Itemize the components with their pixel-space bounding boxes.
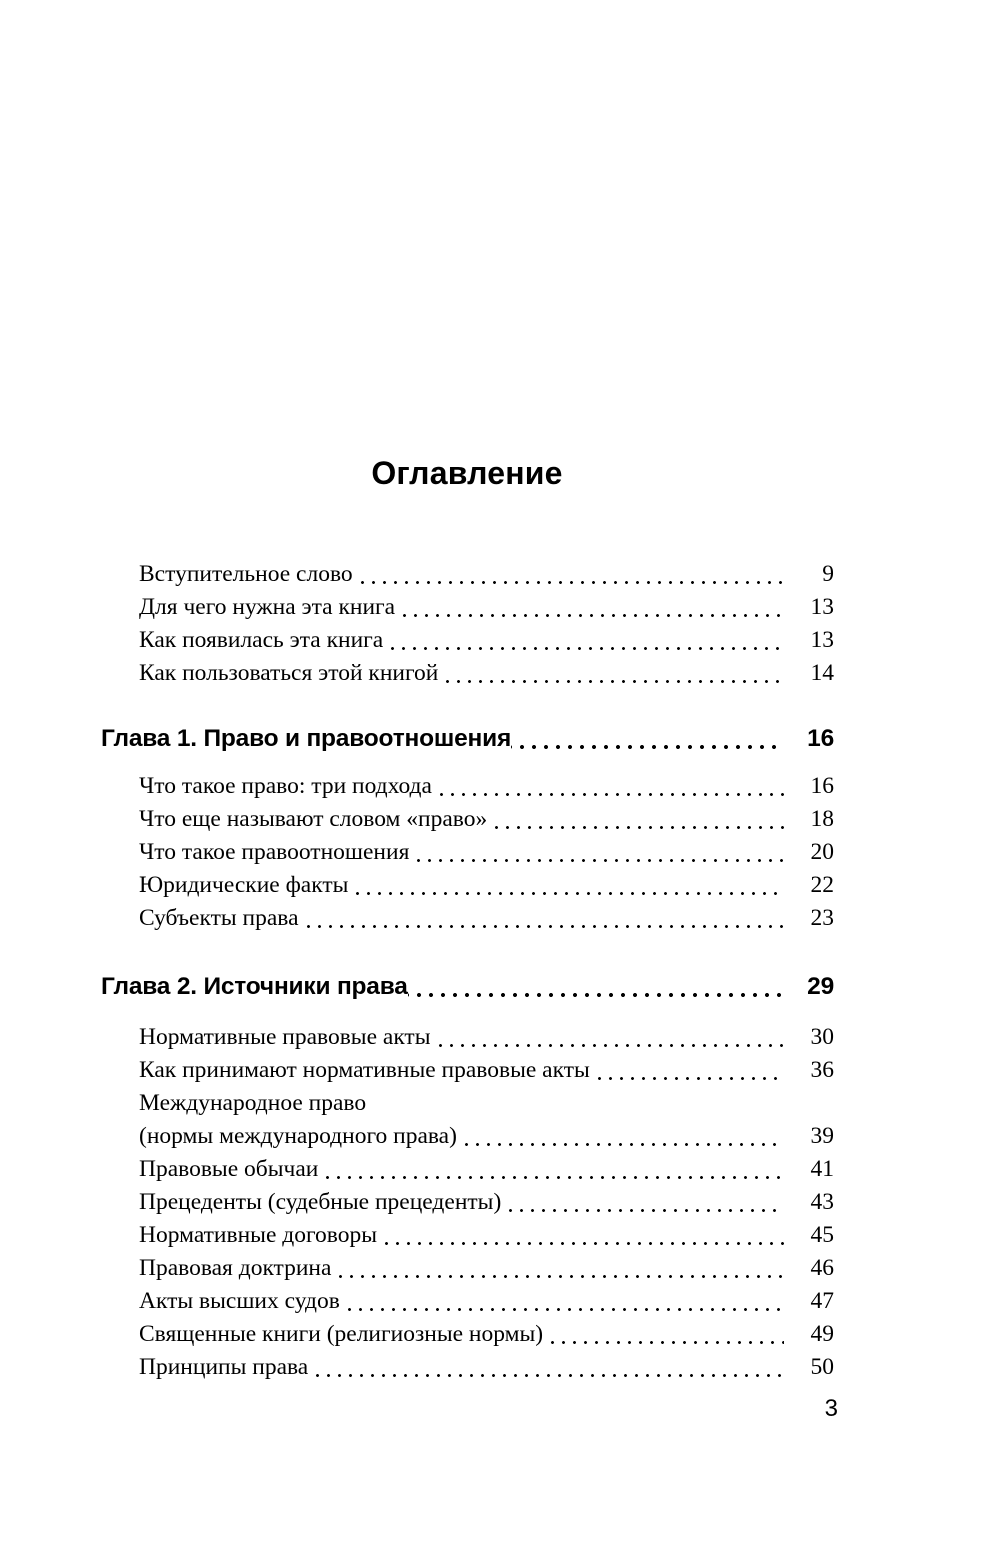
dot-leader <box>331 1252 784 1285</box>
dot-leader <box>383 624 784 657</box>
toc-entry-label: Что такое правоотношения <box>139 839 410 865</box>
toc-entry-row <box>100 624 834 657</box>
toc-entry-page: 41 <box>810 1156 834 1182</box>
dot-leader <box>511 721 784 757</box>
toc-entry-row <box>100 1219 834 1252</box>
toc-entry-label: Для чего нужна эта книга <box>139 594 396 620</box>
toc-entry-label: Как появилась эта книга <box>139 627 384 653</box>
toc-entry-page: 20 <box>810 839 834 865</box>
toc-entry-label: Что такое право: три подхода <box>139 773 432 799</box>
toc-entry-label: Как пользоваться этой книгой <box>139 660 439 686</box>
toc-entry-label: (нормы международного права) <box>139 1123 457 1149</box>
toc-entry-row <box>100 1087 834 1120</box>
dot-leader <box>590 1054 784 1087</box>
toc-entry-page: 13 <box>810 627 834 653</box>
toc-entry-page: 22 <box>810 872 834 898</box>
toc-entry-page: 23 <box>810 905 834 931</box>
toc-entry-row <box>100 770 834 803</box>
dot-leader <box>431 1021 785 1054</box>
dot-leader <box>432 770 784 803</box>
toc-entry-row <box>100 902 834 935</box>
toc-entry-page: 50 <box>810 1354 834 1380</box>
dot-leader <box>408 969 784 1005</box>
toc-entry-page: 46 <box>810 1255 834 1281</box>
dot-leader <box>377 1219 784 1252</box>
toc-entry-row <box>100 1120 834 1153</box>
toc-chapter-1-heading-row <box>100 721 834 757</box>
toc-entry-page: 18 <box>810 806 834 832</box>
toc-entry-page: 36 <box>810 1057 834 1083</box>
toc-entry-label: Прецеденты (судебные прецеденты) <box>139 1189 502 1215</box>
folio-page-number: 3 <box>824 1395 838 1422</box>
toc-chapter-page: 16 <box>807 725 834 752</box>
dot-leader <box>348 869 784 902</box>
toc-chapter-2-heading-row <box>100 969 834 1005</box>
toc-chapter-2-items-section <box>100 1021 834 1384</box>
dot-leader <box>501 1186 784 1219</box>
toc-entry-label: Правовая доктрина <box>139 1255 332 1281</box>
toc-entry-row <box>100 1021 834 1054</box>
dot-leader <box>409 836 784 869</box>
toc-entry-row <box>100 1318 834 1351</box>
toc-entry-page: 30 <box>810 1024 834 1050</box>
toc-entry-label: Что еще называют словом «право» <box>139 806 488 832</box>
toc-entry-label: Как принимают нормативные правовые акты <box>139 1057 590 1083</box>
toc-entry-page: 14 <box>810 660 834 686</box>
dot-leader <box>318 1153 784 1186</box>
toc-entry-label: Вступительное слово <box>139 561 353 587</box>
toc-entry-row <box>100 869 834 902</box>
dot-leader <box>340 1285 784 1318</box>
toc-chapter-row <box>100 969 834 1005</box>
toc-entry-row <box>100 657 834 690</box>
toc-entry-row <box>100 803 834 836</box>
toc-entry-page: 13 <box>810 594 834 620</box>
toc-entry-page: 45 <box>810 1222 834 1248</box>
dot-leader <box>543 1318 784 1351</box>
toc-entry-page: 39 <box>810 1123 834 1149</box>
toc-front-matter-section <box>100 558 834 690</box>
toc-entry-label: Правовые обычаи <box>139 1156 319 1182</box>
toc-entry-row <box>100 1252 834 1285</box>
toc-chapter-row <box>100 721 834 757</box>
dot-leader <box>299 902 785 935</box>
dot-leader <box>457 1120 784 1153</box>
toc-entry-label: Нормативные правовые акты <box>139 1024 431 1050</box>
toc-entry-label: Священные книги (религиозные нормы) <box>139 1321 544 1347</box>
toc-entry-label: Нормативные договоры <box>139 1222 377 1248</box>
dot-leader <box>353 558 784 591</box>
toc-entry-page: 47 <box>810 1288 834 1314</box>
toc-entry-page: 43 <box>810 1189 834 1215</box>
dot-leader <box>438 657 784 690</box>
toc-entry-label: Международное право <box>139 1090 367 1116</box>
toc-entry-page: 9 <box>822 561 834 587</box>
toc-entry-row <box>100 1054 834 1087</box>
toc-entry-label: Акты высших судов <box>139 1288 340 1314</box>
toc-entry-row <box>100 1153 834 1186</box>
toc-entry-label: Субъекты права <box>139 905 299 931</box>
dot-leader <box>395 591 784 624</box>
dot-leader <box>308 1351 784 1384</box>
toc-entry-label: Юридические факты <box>139 872 349 898</box>
toc-chapter-heading: Глава 1. Право и правоотношения <box>101 725 512 752</box>
toc-entry-page: 16 <box>810 773 834 799</box>
toc-entry-label: Принципы права <box>139 1354 309 1380</box>
toc-chapter-1-items-section <box>100 770 834 935</box>
toc-entry-row <box>100 1285 834 1318</box>
toc-entry-row <box>100 558 834 591</box>
toc-entry-row <box>100 1186 834 1219</box>
dot-leader <box>487 803 784 836</box>
toc-entry-row <box>100 836 834 869</box>
toc-entry-row <box>100 1351 834 1384</box>
toc-entry-row <box>100 591 834 624</box>
toc-chapter-page: 29 <box>807 973 834 1000</box>
toc-entry-page: 49 <box>810 1321 834 1347</box>
page-title: Оглавление <box>371 455 563 491</box>
toc-chapter-heading: Глава 2. Источники права <box>101 973 408 1000</box>
